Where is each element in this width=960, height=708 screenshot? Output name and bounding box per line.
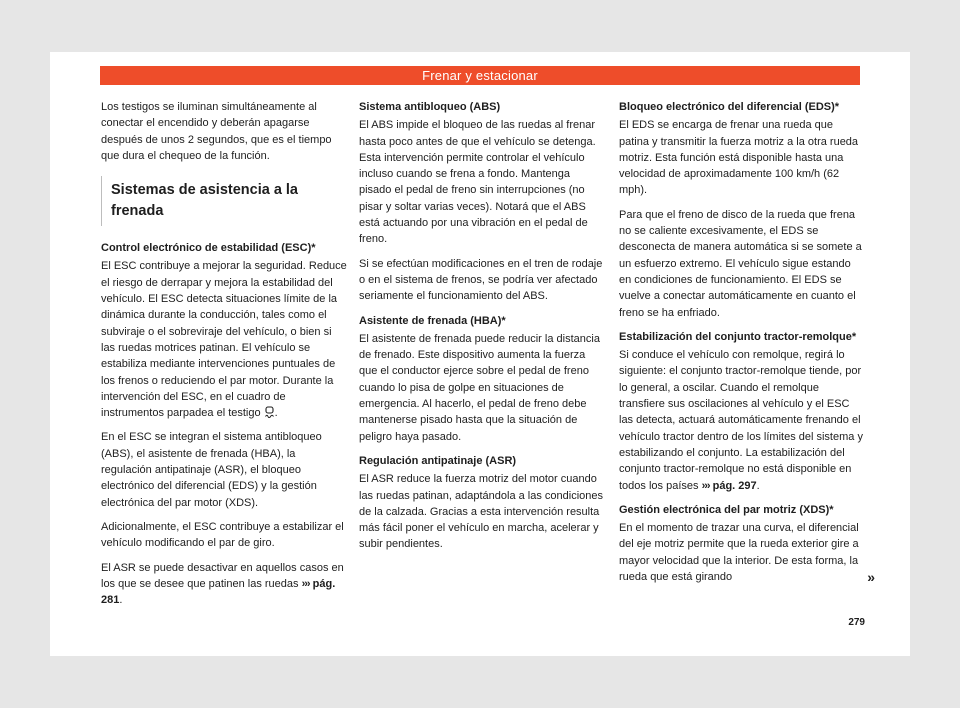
reference-arrow-icon: ››› — [301, 577, 310, 590]
hba-heading: Asistente de frenada (HBA)* — [359, 314, 506, 327]
asr-paragraph-1: El ASR reduce la fuerza motriz del motor cuando las ruedas patinan, adaptándola a las condiciones de la calzada. Gracias a esta intervención resulta más fácil poner el vehículo en marcha, acelerar y subir pendientes. — [359, 473, 604, 551]
page-reference-link[interactable]: pág. 281 — [101, 577, 336, 607]
abs-paragraph-1: El ABS impide el bloqueo de las ruedas al frenar hasta poco antes de que el vehículo se detenga. Esta intervención permite controlar el vehículo incluso cuando se frena a fondo. Mantenga pisado el pedal de freno sin interrupciones (no pisar y soltar varias veces). Notará que el ABS está actuando por una vibración en el pedal de freno. — [359, 119, 596, 246]
column-2 — [359, 99, 605, 561]
esc-paragraph-2: En el ESC se integran el sistema antibloqueo (ABS), el asistente de frenada (HBA), la regulación antipatinaje (ASR), el bloqueo electrónico del diferencial (EDS) y la gestión electrónica del par motor (XDS). — [101, 431, 322, 509]
abs-paragraph-2: Si se efectúan modificaciones en el tren de rodaje o en el sistema de frenos, se podría ver afectado seriamente el funcionamiento del ABS. — [359, 257, 603, 303]
esc-paragraph-1-text: El ESC contribuye a mejorar la seguridad. Reduce el riesgo de derrapar y mejora la estabilidad del vehículo. El ESC detecta situaciones límite de la dinámica durante la conducción, tales como el subviraje o el sobreviraje del vehículo, o bien si las ruedas motrices patinan. El vehículo se estabiliza mediante intervenciones puntuales de los frenos o reduciendo el par motor. Durante la intervención del ESC, en el cuadro de instrumentos parpadea el testigo — [101, 260, 347, 420]
hba-paragraph-1: El asistente de frenada puede reducir la distancia de frenado. Este dispositivo aumenta la fuerza que el conductor ejerce sobre el pedal de freno cuando lo pisa de golpe en situaciones de emergencia. Al hacerlo, el pedal de freno debe mantenerse pisado hasta que la situación de peligro haya pasado. — [359, 332, 600, 443]
eds-heading: Bloqueo electrónico del diferencial (EDS)* — [619, 101, 840, 113]
eds-paragraph-1: El EDS se encarga de frenar una rueda que patina y transmitir la fuerza motriz a la otra rueda motriz. Esta función está disponible hasta una velocidad de aproximadamente 100 km/h (62 mph). — [619, 119, 859, 197]
tsa-paragraph-1-text: Si conduce el vehículo con remolque, regirá lo siguiente: el conjunto tractor-remolque tiende, por lo general, a oscilar. Cuando el remolque transfiere sus oscilaciones al vehículo y el ESC las detecta, actuará automáticamente frenando el vehículo tractor dentro de los límites del sistema y estabilizando el conjunto. La estabilización del conjunto tractor-remolque no está disponible en todos los países — [619, 349, 863, 492]
page-number: 279 — [848, 617, 865, 628]
asr-heading: Regulación antipatinaje (ASR) — [359, 454, 517, 467]
page-reference-link[interactable]: pág. 297 — [712, 479, 757, 492]
esc-paragraph-4: El ASR se puede desactivar en aquellos casos en los que se desee que patinen las ruedas ››› pág. 281. — [101, 561, 344, 607]
xds-paragraph-1-text: En el momento de trazar una curva, el diferencial del eje motriz permite que la rueda exterior gire a mayor velocidad que la interior. De esta forma, la rueda que está girando — [619, 522, 859, 584]
tsa-heading: Estabilización del conjunto tractor-remolque* — [619, 330, 857, 343]
intro-paragraph: Los testigos se iluminan simultáneamente al conectar el encendido y deberán apagarse después de unos 2 segundos, que es el tiempo que dura el chequeo de la función. — [101, 101, 332, 162]
esc-heading: Control electrónico de estabilidad (ESC)* — [101, 242, 316, 255]
esc-paragraph-4-text: El ASR se puede desactivar en aquellos casos en los que se desee que patinen las ruedas — [101, 561, 344, 590]
chapter-header: Frenar y estacionar — [100, 66, 860, 85]
column-1 — [101, 99, 347, 616]
section-title: Sistemas de asistencia a la frenada — [101, 176, 347, 226]
reference-arrow-icon: ››› — [701, 479, 710, 492]
esc-paragraph-1: El ESC contribuye a mejorar la seguridad. Reduce el riesgo de derrapar y mejora la estabilidad del vehículo. El ESC detecta situaciones límite de la dinámica durante la conducción, tales como el subviraje o el sobreviraje del vehículo, o bien si las ruedas motrices patinan. El vehículo se estabiliza mediante intervenciones puntuales de los frenos o reduciendo el par motor. Durante la intervención del ESC, en el cuadro de instrumentos parpadea el testigo . — [101, 260, 347, 420]
abs-heading: Sistema antibloqueo (ABS) — [359, 101, 501, 113]
tsa-paragraph-1: Si conduce el vehículo con remolque, regirá lo siguiente: el conjunto tractor-remolque tiende, por lo general, a oscilar. Cuando el remolque transfiere sus oscilaciones al vehículo y el ESC las detecta, actuará automáticamente frenando el vehículo tractor dentro de los límites del sistema y estabilizando el conjunto. La estabilización del conjunto tractor-remolque no está disponible en todos los países ››› pág. 297. — [619, 349, 863, 492]
esc-warning-icon — [264, 406, 275, 418]
column-3 — [619, 99, 875, 593]
xds-heading: Gestión electrónica del par motriz (XDS)* — [619, 503, 834, 516]
continue-arrow-icon: » — [867, 569, 875, 586]
xds-paragraph-1 — [619, 520, 875, 586]
eds-paragraph-2: Para que el freno de disco de la rueda que frena no se caliente excesivamente, el EDS se desconecta de manera automática si se somete a un esfuerzo extremo. El vehículo sigue estando en condiciones de funcionamiento. El EDS se vuelve a conectar automáticamente en cuanto el freno se ha enfriado. — [619, 208, 862, 319]
esc-paragraph-3: Adicionalmente, el ESC contribuye a estabilizar el vehículo modificando el par de giro. — [101, 520, 344, 550]
